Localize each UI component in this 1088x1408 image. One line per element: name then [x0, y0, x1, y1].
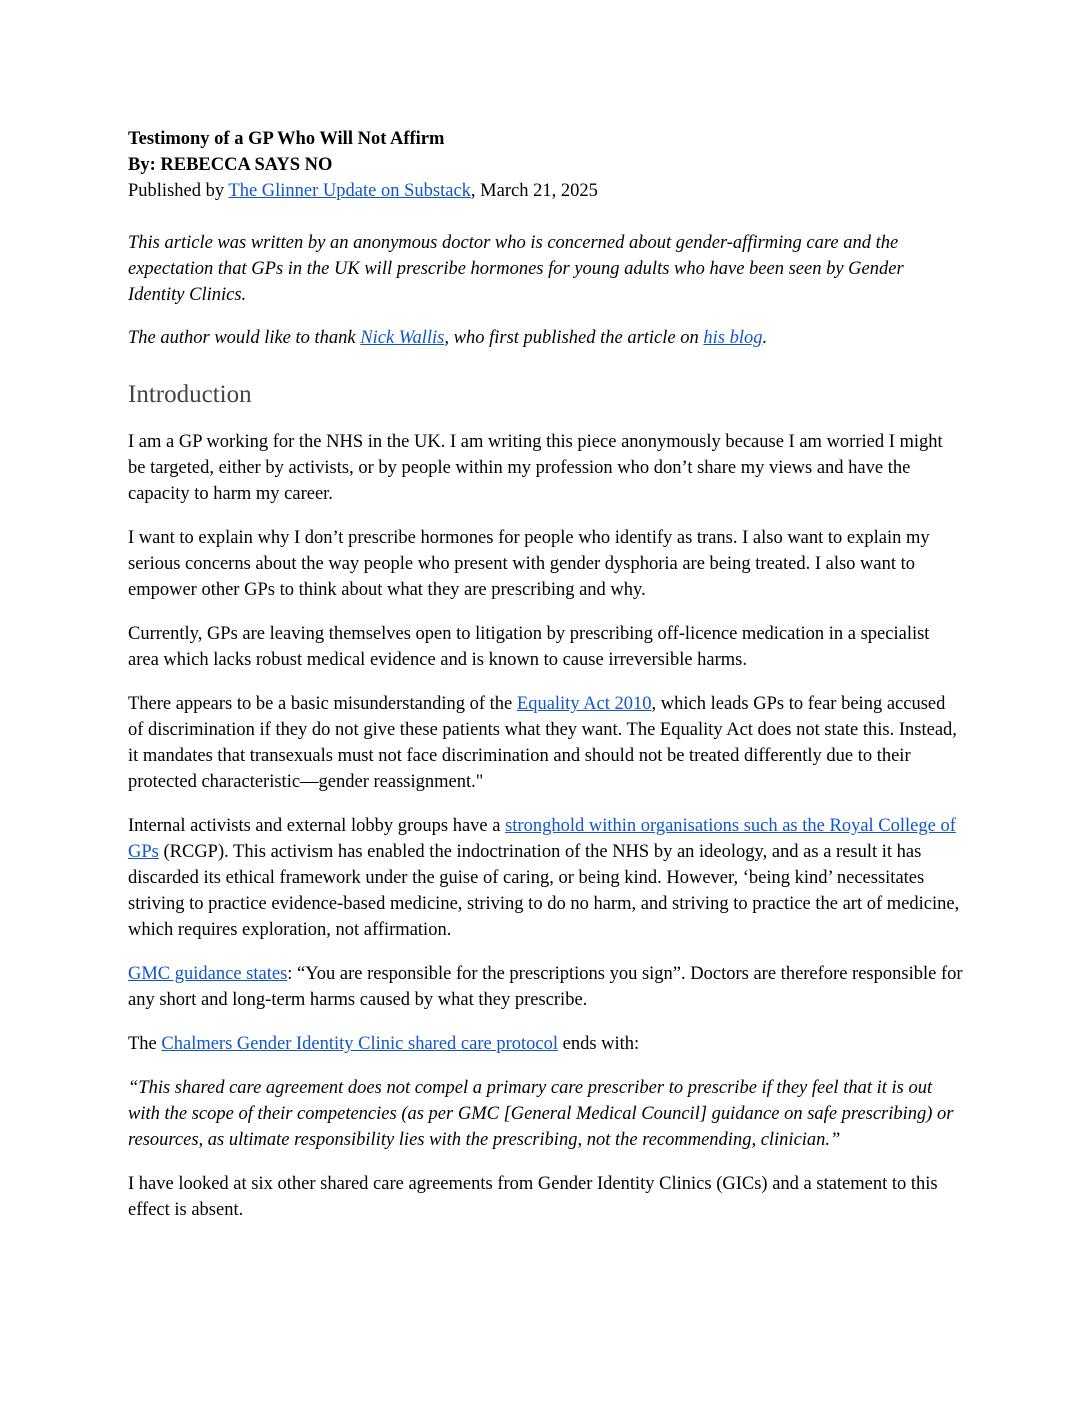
- p6-suffix: : “You are responsible for the prescriptions you sign”. Doctors are therefore responsible for any short and long-term harms caused by what they prescribe.: [128, 964, 963, 1010]
- p4-prefix: There appears to be a basic misunderstanding of the: [128, 694, 517, 714]
- body-paragraph-4: [128, 691, 964, 795]
- blog-link[interactable]: his blog: [703, 328, 763, 348]
- article-title: Testimony of a GP Who Will Not Affirm: [128, 129, 445, 149]
- chalmers-protocol-link[interactable]: Chalmers Gender Identity Clinic shared care protocol: [161, 1034, 558, 1054]
- published-line: [128, 178, 964, 204]
- body-paragraph-8: I have looked at six other shared care agreements from Gender Identity Clinics (GICs) and a statement to this effect is absent.: [128, 1174, 938, 1220]
- p7-prefix: The: [128, 1034, 162, 1054]
- rcgp-link[interactable]: stronghold within organisations such as the Royal College of GPs: [128, 816, 956, 862]
- nick-wallis-link[interactable]: Nick Wallis: [360, 328, 445, 348]
- body-paragraph-1: I am a GP working for the NHS in the UK. I am writing this piece anonymously because I am worried I might be targeted, either by activists, or by people within my profession who don’t share my views and have the capacity to harm my career.: [128, 432, 943, 504]
- p4-suffix: , which leads GPs to fear being accused of discrimination if they do not give these patients what they want. The Equality Act does not state this. Instead, it mandates that transexuals must not face discrimination and should not be treated differently due to their protected characteristic—gender reassignment.": [128, 694, 957, 792]
- published-prefix: Published by: [128, 181, 229, 201]
- section-heading: Introduction: [128, 381, 252, 408]
- thanks-prefix: The author would like to thank: [128, 328, 361, 348]
- equality-act-link[interactable]: Equality Act 2010: [516, 694, 652, 714]
- body-paragraph-7: [128, 1031, 964, 1057]
- thanks-suffix: .: [762, 328, 768, 348]
- published-date: , March 21, 2025: [470, 181, 598, 201]
- document-page: [128, 126, 964, 1223]
- body-paragraph-5: [128, 813, 964, 943]
- p5-prefix: Internal activists and external lobby groups have a: [128, 816, 506, 836]
- body-paragraph-6: [128, 961, 964, 1013]
- thanks-paragraph: [128, 325, 964, 351]
- quote-paragraph: “This shared care agreement does not compel a primary care prescriber to prescribe if they feel that it is out with the scope of their competencies (as per GMC [General Medical Council] guidance on safe prescribing) or resources, as ultimate responsibility lies with the prescribing, not the recommending, clinician.”: [128, 1078, 954, 1150]
- body-paragraph-3: Currently, GPs are leaving themselves open to litigation by prescribing off-licence medication in a specialist area which lacks robust medical evidence and is known to cause irreversible harms.: [128, 624, 930, 670]
- body-paragraph-2: I want to explain why I don’t prescribe hormones for people who identify as trans. I also want to explain my serious concerns about the way people who present with gender dysphoria are being treated. I also want to empower other GPs to think about what they are prescribing and why.: [128, 528, 930, 600]
- p5-suffix: (RCGP). This activism has enabled the indoctrination of the NHS by an ideology, and as a result it has discarded its ethical framework under the guise of caring, or being kind. However, ‘being kind’ necessitates striving to practice evidence-based medicine, striving to do no harm, and striving to practice the art of medicine, which requires exploration, not affirmation.: [128, 842, 960, 940]
- thanks-middle: , who first published the article on: [444, 328, 704, 348]
- article-byline: By: REBECCA SAYS NO: [128, 155, 333, 175]
- p7-suffix: ends with:: [557, 1034, 640, 1054]
- intro-paragraph: This article was written by an anonymous doctor who is concerned about gender-affirming care and the expectation that GPs in the UK will prescribe hormones for young adults who have been seen by Gender Identity Clinics.: [128, 233, 904, 305]
- substack-link[interactable]: The Glinner Update on Substack: [228, 181, 471, 201]
- gmc-guidance-link[interactable]: GMC guidance states: [128, 964, 288, 984]
